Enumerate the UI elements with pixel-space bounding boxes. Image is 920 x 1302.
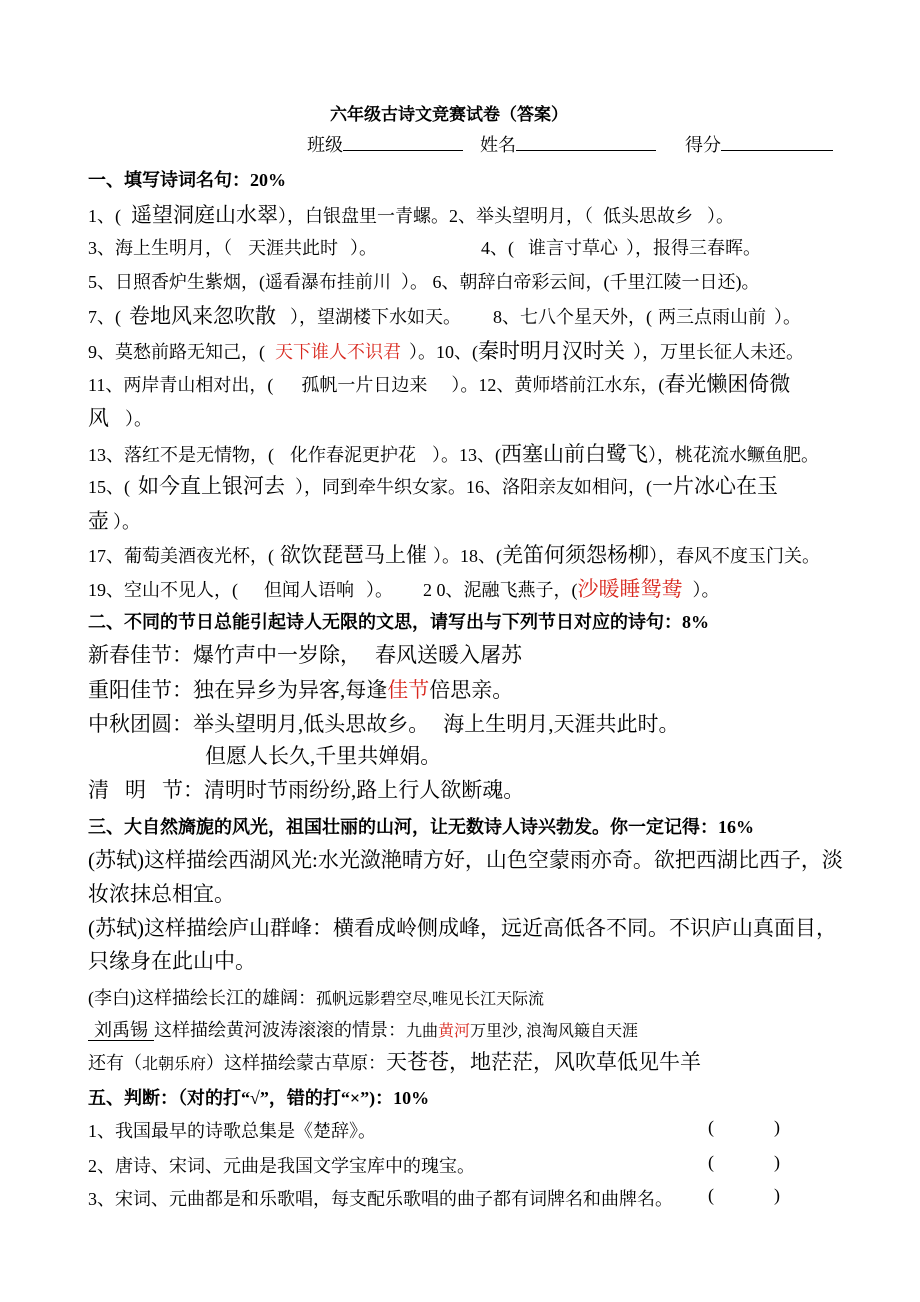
page-title: 六年级古诗文竞赛试卷（答案） [330,105,568,124]
paren-open: ( [708,1117,714,1137]
s2-text: 新春佳节：爆竹声中一岁除， [88,643,361,667]
s2-text: 春风送暖入屠苏 [375,643,522,667]
answer-red: 天下谁人不识君 [275,342,401,362]
s1-text: ）。 [692,580,720,600]
s3-text: 这样描绘黄河波涛滚滚的情景： [154,1020,406,1040]
s1-text: ），万里长征人未还。 [633,342,804,362]
s1-text: ），春风不度玉门关。 [649,546,820,566]
s1-text: 5、日照香炉生紫烟，(遥看瀑布挂前川 [88,272,391,292]
s2-text: 中秋团圆：举头望明月,低头思故乡。 [88,712,430,736]
paren-open: ( [708,1152,714,1172]
s3-line-7 [88,1046,701,1076]
s1-row-9 [88,539,820,569]
class-label: 班级 [307,135,343,155]
s1-text: 2 0、泥融飞燕子，( [423,580,578,600]
s1-row-5 [88,335,804,365]
answer: 一片冰心在玉 [652,474,778,498]
answer: 羌笛何须怨杨柳 [502,543,649,567]
answer-underlined: 刘禹锡 [88,1020,154,1041]
s2-text: 明 [125,778,146,802]
s2-line-3 [88,708,680,738]
paren-close: ) [774,1152,780,1172]
answer: 天涯共此时 [248,238,338,258]
s2-line-5 [88,774,524,804]
answer-red: 佳节 [387,678,430,702]
s1-row-6 [88,368,790,398]
s1-text: ）。12、黄师塔前江水东，( [451,375,665,395]
s1-text: ），望湖楼下水如天。 [290,307,461,327]
s1-text: ），报得三春晖。 [626,238,761,258]
s1-text: 19、空山不见人，( [88,580,238,600]
answer: 万里沙, 浪淘风簸自天涯 [470,1023,639,1040]
s1-text: ），同到牵牛织女家。16、洛阳亲友如相问，( [295,477,652,497]
s2-text: 倍思亲。 [429,678,514,702]
judge-question-3: 3、宋词、元曲都是和乐歌唱，每支配乐歌唱的曲子都有词牌名和曲牌名。 [88,1189,673,1209]
s1-text: 9、莫愁前路无知己，( [88,342,265,362]
section-2-heading: 二、不同的节日总能引起诗人无限的文思，请写出与下列节日对应的诗句：8% [88,612,709,632]
s1-text: 11、两岸青山相对出，( [88,375,274,395]
answer: 如今直上银河去 [138,474,285,498]
name-label: 姓名 [480,135,516,155]
s1-text: 4、( [481,238,514,258]
s2-line-2 [88,674,513,704]
s2-text: 节：清明时节雨纷纷,路上行人欲断魂。 [162,778,525,802]
answer: 化作春泥更护花 [290,445,416,465]
s1-row-4 [88,300,801,330]
s1-text: ）。13、( [432,445,501,465]
answer: 两三点雨山前 [658,307,766,327]
section-3-heading: 三、大自然旖旎的风光，祖国壮丽的山河，让无数诗人诗兴勃发。你一定记得：16% [88,817,754,837]
s1-text: ）。 [125,409,152,429]
judge-answer-2[interactable] [708,1152,780,1173]
answer: 天苍苍，地茫茫，风吹草低见牛羊 [386,1050,702,1074]
s3-line-6 [88,1016,638,1042]
section-1-heading: 一、填写诗词名句：20% [88,170,286,190]
s1-text: ）。 [350,238,377,258]
s3-line-3: (苏轼)这样描绘庐山群峰：横看成岭侧成峰，远近高低各不同。不识庐山真面目， [88,916,837,940]
s1-text: ）。 [774,307,801,327]
s1-text: 17、葡萄美酒夜光杯，( [88,546,274,566]
s1-row-8 [88,470,778,500]
paren-open: ( [708,1185,714,1205]
paren-close: ) [774,1185,780,1205]
answer: 但闻人语响 [264,580,354,600]
name-field[interactable] [516,132,656,151]
s2-text: 重阳佳节：独在异乡为异客,每逢 [88,678,388,702]
s2-text: 清 [88,778,109,802]
s1-row-3 [88,268,760,294]
s3-line-2: 妆浓抹总相宜。 [88,882,235,906]
answer-red: 沙暖睡鸳鸯 [577,577,683,601]
info-row [307,131,833,157]
answer: 春光懒困倚微 [664,372,791,396]
s1-text: 7、( [88,307,121,327]
answer: 风 [88,406,109,430]
s1-text: 15、( [88,477,130,497]
paren-close: ) [774,1117,780,1137]
s1-text: ），白银盘里一青螺。2、举头望明月，（ [278,206,593,226]
score-field[interactable] [721,132,833,151]
s3-line-5 [88,984,544,1010]
class-field[interactable] [343,132,463,151]
s3-text: ）这样描绘蒙古草原： [206,1053,387,1073]
judge-answer-3[interactable] [708,1185,780,1206]
judge-question-1: 1、我国最早的诗歌总集是《楚辞》。 [88,1121,376,1141]
s1-text: 3、海上生明月，（ [88,238,232,258]
s1-row-6-cont [88,402,152,432]
s1-row-10 [88,573,720,603]
answer: 低头思故乡 [603,206,693,226]
s1-text: ），桃花流水鳜鱼肥。 [648,445,819,465]
answer: 秦时明月汉时关 [478,339,625,363]
s3-line-4: 只缘身在此山中。 [88,949,256,973]
s1-row-8-cont [88,505,140,535]
s1-text: ）。 [366,580,393,600]
s3-text: 还有（ [88,1053,142,1073]
answer: 遥望洞庭山水翠 [131,203,278,227]
s3-text: (李白)这样描绘长江的雄阔： [88,988,316,1008]
s1-text: ）。18、( [433,546,502,566]
s2-text: 海上生明月,天涯共此时。 [443,712,680,736]
s1-row-1 [88,199,734,229]
s1-text: ）。10、( [409,342,478,362]
s1-text: ）。 [707,206,734,226]
answer: 西塞山前白鹭飞 [501,442,648,466]
answer: 欲饮琵琶马上催 [280,543,427,567]
answer: 卷地风来忽吹散 [129,304,276,328]
s1-text: ）。 6、朝辞白帝彩云间，(千里江陵一日还)。 [401,272,760,292]
s1-text: 8、七八个星天外，( [493,307,652,327]
s2-line-4: 但愿人长久,千里共婵娟。 [205,744,442,768]
answer-red: 黄河 [438,1023,471,1040]
s2-line-1 [88,639,522,669]
judge-answer-1[interactable] [708,1117,780,1138]
s1-text: ）。 [113,512,140,532]
s1-row-2 [88,234,761,260]
s1-text: 13、落红不是无情物，( [88,445,274,465]
s1-text: 1、( [88,206,121,226]
answer: 谁言寸草心 [528,238,618,258]
answer: 九曲 [406,1023,439,1040]
s1-row-7 [88,438,819,468]
answer: 孤帆一片日边来 [301,375,428,395]
answer: 壶 [88,509,109,533]
judge-question-2: 2、唐诗、宋词、元曲是我国文学宝库中的瑰宝。 [88,1156,475,1176]
answer: 孤帆远影碧空尽,唯见长江天际流 [316,991,545,1008]
answer: 北朝乐府 [142,1056,207,1073]
s3-line-1: (苏轼)这样描绘西湖风光:水光潋滟晴方好，山色空蒙雨亦奇。欲把西湖比西子，淡 [88,848,843,872]
score-label: 得分 [685,135,721,155]
section-5-heading: 五、判断：（对的打“√”，错的打“×”)：10% [88,1088,430,1108]
